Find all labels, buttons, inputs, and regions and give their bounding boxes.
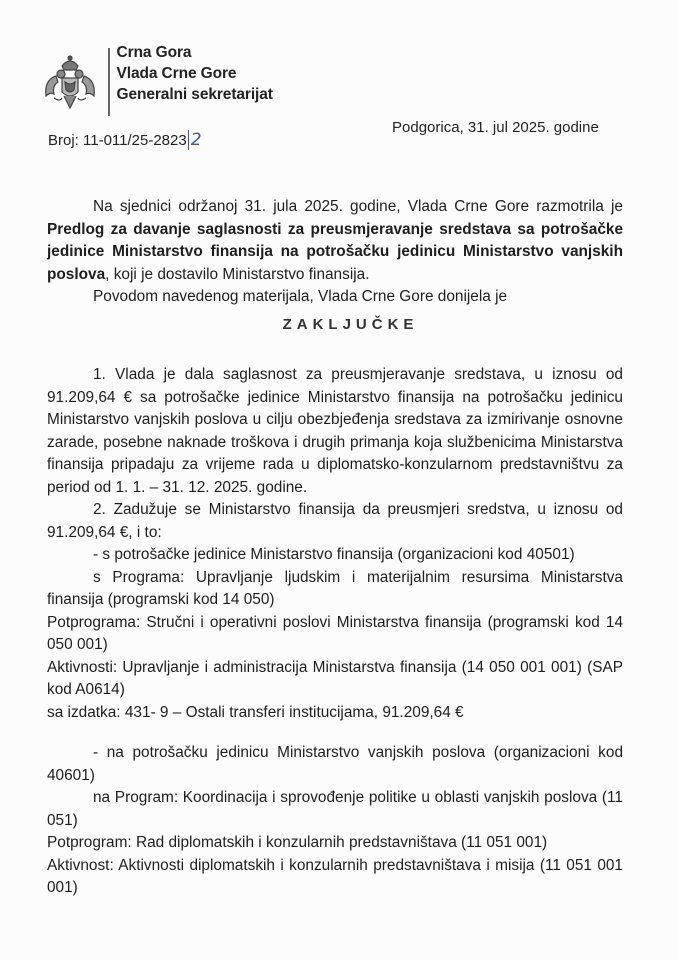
org-line-country: Crna Gora <box>116 44 192 61</box>
organization-name <box>117 42 273 105</box>
letterhead <box>40 42 273 116</box>
decision-intro: Povodom navedenog materijala, Vlada Crne Gore donijela je <box>93 288 508 305</box>
handwritten-suffix: 2 <box>188 130 202 150</box>
reference-number-text: Broj: 11-011/25-2823 <box>48 132 187 149</box>
intro-paragraph <box>47 196 623 286</box>
from-unit: - s potrošačke jedinice Ministarstvo finansija (organizacioni kod 40501) <box>93 546 575 563</box>
org-line-government: Vlada Crne Gore <box>116 65 237 82</box>
place-and-date: Podgorica, 31. jul 2025. godine <box>392 119 599 136</box>
conclusions-section <box>47 364 623 900</box>
to-activity: Aktivnost: Aktivnosti diplomatskih i konzularnih predstavništava i misija (11 051 001 001) <box>47 856 623 896</box>
proposal-title: Predlog za davanje saglasnosti za preusmjeravanje sredstava sa potrošačke jedinice Ministarstvo finansija na potrošačku jedinicu Ministarstvo vanjskih poslova <box>47 220 623 283</box>
spacer <box>47 724 623 742</box>
to-program: na Program: Koordinacija i sprovođenje politike u oblasti vanjskih poslova (11 051) <box>47 789 623 829</box>
reference-number <box>48 130 202 150</box>
intro-text-start: Na sjednici održanoj 31. jula 2025. godine, Vlada Crne Gore razmotrila je <box>93 198 623 215</box>
conclusion-1: 1. Vlada je dala saglasnost za preusmjeravanje sredstava, u iznosu od 91.209,64 € sa potrošačke jedinice Ministarstvo finansija na potrošačku jedinicu Ministarstvo vanjskih poslova u cilju obezbjeđenja sredstava za izmirivanje osnovne zarade, posebne naknade troškova i drugih primanja koja službenicima Ministarstva finansija pripadaju za vrijeme rada u diplomatsko-konzularnom predstavništvu za period od 1. 1. – 31. 12. 2025. godine. <box>47 366 623 496</box>
to-subprogram: Potprogram: Rad diplomatskih i konzularnih predstavništava (11 051 001) <box>47 834 548 851</box>
to-unit: - na potrošačku jedinicu Ministarstvo vanjskih poslova (organizacioni kod 40601) <box>47 744 623 784</box>
from-program: s Programa: Upravljanje ljudskim i materijalnim resursima Ministarstva finansija (programski kod 14 050) <box>47 568 623 608</box>
section-title: ZAKLJUČKE <box>282 316 419 333</box>
intro-text-end: , koji je dostavilo Ministarstvo finansija. <box>105 265 370 283</box>
org-line-secretariat: Generalni sekretarijat <box>116 86 273 103</box>
coat-of-arms-icon <box>40 52 100 114</box>
letterhead-divider <box>108 48 110 116</box>
from-activity: Aktivnosti: Upravljanje i administracija Ministarstva finansija (14 050 001 001) (SAP kod A0614) <box>47 658 623 698</box>
from-expense: sa izdatka: 431- 9 – Ostali transferi institucijama, 91.209,64 € <box>47 703 464 721</box>
from-subprogram: Potprograma: Stručni i operativni poslovi Ministarstva finansija (programski kod 14 050 001) <box>47 613 623 653</box>
conclusion-2-intro: 2. Zadužuje se Ministarstvo finansija da preusmjeri sredstva, u iznosu od 91.209,64 €, i to: <box>47 501 623 541</box>
intro-section <box>47 196 623 309</box>
